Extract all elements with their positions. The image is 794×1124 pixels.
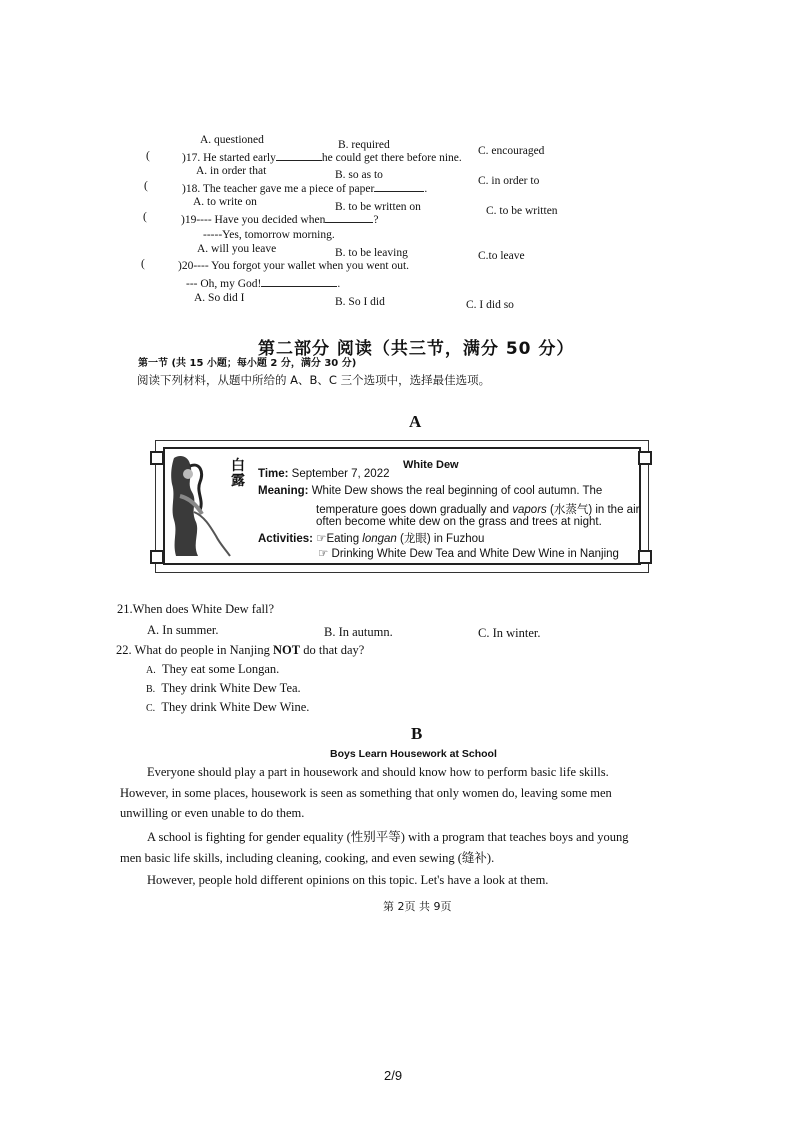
- q20-option-a: A. So did I: [194, 292, 245, 304]
- q22-text: [116, 643, 364, 658]
- q22-option-c-letter: C.: [146, 703, 156, 714]
- frame-corner-ornament: [150, 550, 164, 564]
- white-dew-title: White Dew: [403, 459, 459, 471]
- q17-text-end: he could get there before nine.: [321, 152, 462, 164]
- q19-option-c: C.to leave: [478, 250, 525, 262]
- page-number: 2/9: [384, 1068, 403, 1083]
- meaning-line-1: White Dew shows the real beginning of cool autumn. The: [311, 485, 603, 497]
- q21-option-b: B. In autumn.: [324, 625, 393, 639]
- activities-label: Activities:: [258, 533, 313, 545]
- q18-option-a: A. to write on: [193, 196, 257, 208]
- q22-option-a-letter: A.: [146, 665, 156, 676]
- activities-row: [258, 530, 484, 546]
- q18-text: )18. The teacher gave me a piece of paper: [182, 183, 375, 195]
- q17-option-b: B. so as to: [335, 169, 383, 181]
- q19-text-end: ?: [373, 214, 379, 226]
- white-dew-chinese-title: 白露: [231, 458, 245, 489]
- q20-paren: (: [141, 258, 145, 270]
- q22-option-b: [146, 681, 301, 696]
- q20-text: )20---- You forgot your wallet when you went out.: [178, 260, 410, 272]
- passage-b-p2-line2: men basic life skills, including cleaning, cooking, and even sewing (缝补).: [120, 851, 495, 865]
- q19-option-b: B. to be leaving: [335, 247, 408, 259]
- q19-option-a: A. will you leave: [197, 243, 277, 255]
- ink-painting-illustration: [170, 452, 232, 560]
- q21-option-a: A. In summer.: [147, 623, 219, 637]
- frame-corner-ornament: [638, 550, 652, 564]
- q20-option-b: B. So I did: [335, 296, 385, 308]
- q18-text-end: .: [424, 183, 428, 195]
- activity-2-text: Drinking White Dew Tea and White Dew Wine in Nanjing: [331, 548, 619, 560]
- passage-b-letter: B: [411, 724, 423, 743]
- meaning-line-2: [316, 501, 639, 517]
- q18-paren: (: [144, 180, 148, 192]
- q18-stem: [182, 181, 427, 195]
- passage-a-letter: A: [409, 412, 422, 431]
- meaning-row: [258, 485, 602, 497]
- passage-b-p1-line3: unwilling or even unable to do them.: [120, 806, 305, 820]
- vapors-word: vapors: [512, 504, 547, 516]
- q22-option-b-letter: B.: [146, 684, 156, 695]
- q19-reply: -----Yes, tomorrow morning.: [203, 229, 335, 241]
- q17-blank: [276, 150, 322, 161]
- passage-b-title: Boys Learn Housework at School: [330, 748, 497, 760]
- q22-option-a: [146, 662, 279, 677]
- q22-text-end: do that day?: [300, 643, 365, 657]
- q22-text-start: 22. What do people in Nanjing: [116, 643, 274, 657]
- passage-b-p3-line1: However, people hold different opinions on this topic. Let's have a look at them.: [147, 873, 549, 887]
- activity-1-place: (龙眼) in Fuzhou: [396, 533, 485, 545]
- q17-option-a: A. in order that: [196, 165, 267, 177]
- q18-option-b: B. to be written on: [335, 201, 421, 213]
- q20-reply: [186, 276, 340, 290]
- q16-option-b: B. required: [338, 139, 390, 151]
- passage-b-p1-line1: Everyone should play a part in housework and should know how to perform basic life skills.: [147, 765, 609, 779]
- time-row: [258, 468, 390, 480]
- meaning-line-3: often become white dew on the grass and trees at night.: [316, 516, 602, 528]
- q19-text: )19---- Have you decided when: [181, 214, 326, 226]
- q22-option-c-text: They drink White Dew Wine.: [161, 700, 310, 714]
- activity-1-text: Eating: [326, 533, 363, 545]
- longan-word: longan: [362, 533, 397, 545]
- time-value: September 7, 2022: [291, 468, 390, 480]
- q17-text: )17. He started early: [182, 152, 276, 164]
- frame-corner-ornament: [150, 451, 164, 465]
- q20-option-c: C. I did so: [466, 299, 514, 311]
- meaning-line-2-text: temperature goes down gradually and: [316, 504, 513, 516]
- q22-option-a-text: They eat some Longan.: [161, 662, 280, 676]
- meaning-line-2-gloss: (水蒸气) in the air: [546, 504, 640, 516]
- q21-option-c: C. In winter.: [478, 626, 541, 640]
- q20-reply-text: --- Oh, my God!: [186, 278, 262, 290]
- q21-text: 21.When does White Dew fall?: [117, 602, 275, 616]
- q20-reply-end: .: [337, 278, 341, 290]
- q18-blank: [374, 181, 424, 192]
- passage-b-p2-line1: A school is fighting for gender equality (性别平等) with a program that teaches boys and young: [147, 830, 629, 844]
- time-label: Time:: [258, 468, 289, 480]
- passage-b-p1-line2: However, in some places, housework is seen as something that only women do, leaving some men: [120, 786, 612, 800]
- q16-option-a: A. questioned: [200, 134, 264, 146]
- q19-stem: [181, 212, 378, 226]
- pointing-hand-icon: ☞: [318, 548, 329, 560]
- q22-option-b-text: They drink White Dew Tea.: [161, 681, 301, 695]
- q17-option-c: C. in order to: [478, 175, 540, 187]
- q17-paren: (: [146, 150, 150, 162]
- q16-option-c: C. encouraged: [478, 145, 545, 157]
- section1-instruction: 阅读下列材料，从题中所给的 A、B、C 三个选项中，选择最佳选项。: [137, 373, 491, 387]
- meaning-label: Meaning:: [258, 485, 309, 497]
- frame-corner-ornament: [638, 451, 652, 465]
- q18-option-c: C. to be written: [486, 205, 558, 217]
- q20-blank: [261, 276, 337, 287]
- activity-2-row: [318, 546, 619, 560]
- q22-option-c: [146, 700, 309, 715]
- section1-heading: 第一节 (共 15 小题；每小题 2 分，满分 30 分): [138, 358, 357, 369]
- q19-paren: (: [143, 211, 147, 223]
- q19-blank: [325, 212, 373, 223]
- q17-stem: [182, 150, 462, 164]
- pointing-hand-icon: ☞: [316, 533, 327, 545]
- q22-not-emphasis: NOT: [273, 643, 301, 657]
- page-footer-note: 第 2页 共 9页: [383, 900, 452, 913]
- part2-title: 第二部分 阅读（共三节，满分 50 分）: [258, 339, 575, 359]
